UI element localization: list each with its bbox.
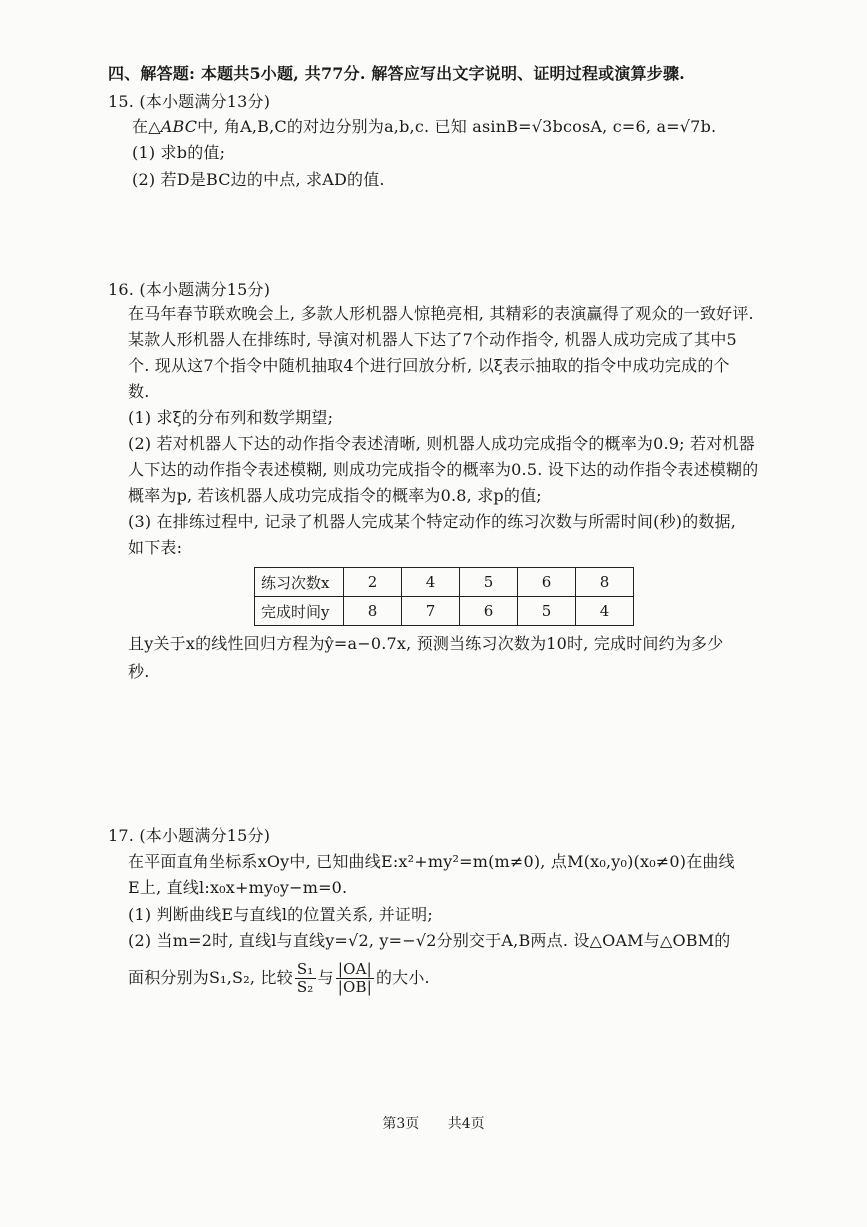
q15-stem-a: 在△ [132, 117, 161, 136]
q16-line3: 个. 现从这7个指令中随机抽取4个进行回放分析, 以ξ表示抽取的指令中成功完成的个 [128, 356, 730, 375]
table-cell: 5 [460, 568, 518, 597]
table-cell: 4 [402, 568, 460, 597]
q16-part2-line1: (2) 若对机器人下达的动作指令表述清晰, 则机器人成功完成指令的概率为0.9; 若对机器 [128, 434, 755, 453]
ratio-s1-s2 [295, 961, 316, 996]
ratio-oa-ob [336, 961, 374, 996]
table-cell: 2 [344, 568, 402, 597]
q16-part3-line2: 如下表: [128, 538, 183, 557]
table-row [255, 597, 634, 626]
q16-line2: 某款人形机器人在排练时, 导演对机器人下达了7个动作指令, 机器人成功完成了其中5 [128, 330, 737, 349]
table-cell: 7 [402, 597, 460, 626]
frac-numerator: S₁ [296, 960, 314, 978]
q17-part1: (1) 判断曲线E与直线l的位置关系, 并证明; [128, 905, 433, 924]
frac-denominator: S₂ [296, 978, 314, 996]
q17-part3-pre: 面积分别为S₁,S₂, 比较 [128, 968, 293, 987]
q15-part1: (1) 求b的值; [132, 143, 226, 162]
q16-line1: 在马年春节联欢晚会上, 多款人形机器人惊艳亮相, 其精彩的表演赢得了观众的一致好评. [128, 304, 754, 323]
table-cell: 8 [576, 568, 634, 597]
q17-part3-mid: 与 [317, 968, 334, 987]
q15-label: 15. (本小题满分13分) [108, 92, 271, 111]
page-number: 第3页 [382, 1116, 420, 1132]
q16-part3-line1: (3) 在排练过程中, 记录了机器人完成某个特定动作的练习次数与所需时间(秒)的数据, [128, 512, 737, 531]
table-row-label: 练习次数x [255, 568, 344, 597]
q15-stem [132, 117, 716, 137]
table-cell: 6 [518, 568, 576, 597]
page-footer [0, 1113, 867, 1133]
q15-stem-c: 中, 角A,B,C的对边分别为a,b,c. 已知 asinB=√3bcosA, c=6, a=√7b. [197, 117, 717, 136]
q17-line2: E上, 直线l:x₀x+my₀y−m=0. [128, 878, 348, 897]
frac-numerator: |OA| [336, 961, 374, 979]
q17-part3 [128, 958, 430, 998]
table-cell: 6 [460, 597, 518, 626]
q16-line4: 数. [128, 382, 150, 401]
page-total: 共4页 [447, 1116, 485, 1132]
table-cell: 5 [518, 597, 576, 626]
table-cell: 8 [344, 597, 402, 626]
q16-label: 16. (本小题满分15分) [108, 280, 271, 299]
practice-data-table [254, 567, 634, 626]
q17-part3-post: 的大小. [375, 968, 430, 987]
table-cell: 4 [576, 597, 634, 626]
q17-part2: (2) 当m=2时, 直线l与直线y=√2, y=−√2分别交于A,B两点. 设△OAM与△OBM的 [128, 931, 731, 950]
q15-stem-b: ABC [160, 117, 198, 136]
q16-part2-line3: 概率为p, 若该机器人成功完成指令的概率为0.8, 求p的值; [128, 486, 542, 505]
table-row [255, 568, 634, 597]
section-header: 四、解答题: 本题共5小题, 共77分. 解答应写出文字说明、证明过程或演算步骤. [108, 64, 685, 83]
q16-part1: (1) 求ξ的分布列和数学期望; [128, 408, 334, 427]
table-row-label: 完成时间y [255, 597, 344, 626]
q17-line1: 在平面直角坐标系xOy中, 已知曲线E:x²+my²=m(m≠0), 点M(x₀,y₀)(x₀≠0)在曲线 [128, 852, 735, 871]
q16-part2-line2: 人下达的动作指令表述模糊, 则成功完成指令的概率为0.5. 设下达的动作指令表述模糊的 [128, 460, 759, 479]
q16-regression-line1: 且y关于x的线性回归方程为ŷ=a−0.7x, 预测当练习次数为10时, 完成时间约为多少 [128, 634, 724, 653]
q16-regression-line2: 秒. [128, 662, 150, 681]
q17-label: 17. (本小题满分15分) [108, 826, 271, 845]
frac-denominator: |OB| [337, 978, 372, 996]
q15-part2: (2) 若D是BC边的中点, 求AD的值. [132, 170, 385, 189]
